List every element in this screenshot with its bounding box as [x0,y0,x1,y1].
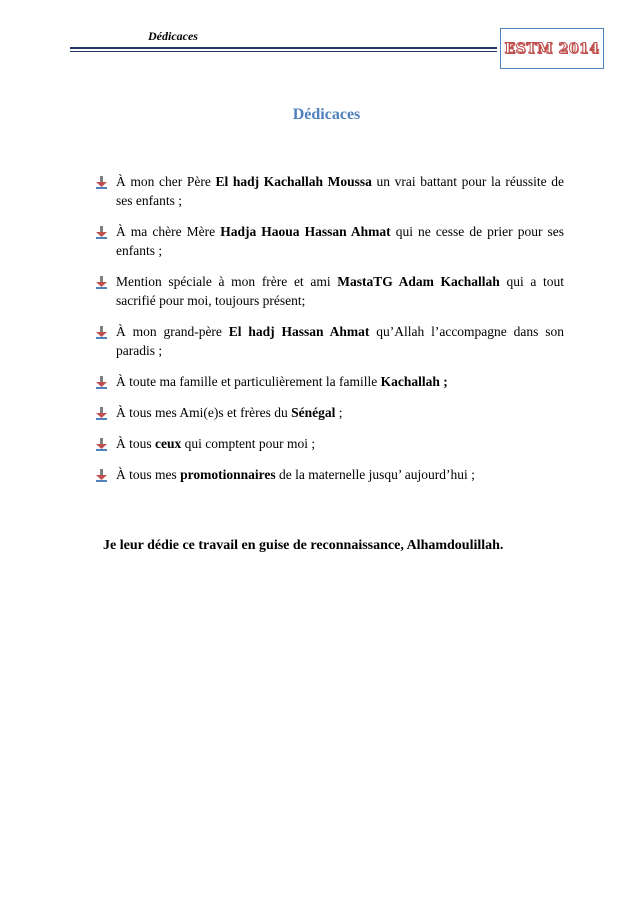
dedication-item [92,403,564,422]
dedication-item [92,322,564,360]
arrow-bullet-icon [95,375,108,388]
dedication-text: À mon grand-père [116,324,229,339]
estm-badge-text: ESTM 2014 [504,40,600,57]
dedication-text: À toute ma famille et particulièrement la famille [116,374,381,389]
dedication-item [92,172,564,210]
dedication-item [92,434,564,453]
page-heading [0,106,638,124]
arrow-bullet-icon [95,225,108,238]
dedication-text: À tous mes Ami(e)s et frères du [116,405,292,420]
arrow-bullet-icon [95,468,108,481]
dedication-text: Mention spéciale à mon frère et ami [116,274,338,289]
arrow-bullet-icon [95,325,108,338]
dedication-item [92,222,564,260]
arrow-bullet-icon [95,275,108,288]
closing-statement: Je leur dédie ce travail en guise de reconnaissance, Alhamdoulillah. [103,538,504,553]
dedication-item [92,465,564,484]
dedication-text: qu’Allah l’accompagne dans son paradis ; [116,324,564,358]
dedication-text: À mon cher Père [116,174,216,189]
dedication-text: qui ne cesse de prier pour ses enfants ; [116,224,565,258]
dedication-name: El hadj Kachallah Moussa [215,174,372,189]
dedication-name: Kachallah ; [380,374,448,389]
page-heading-text: Dédicaces [292,106,361,123]
dedication-item [92,372,564,391]
dedication-text: ; [335,405,343,420]
dedication-name: Sénégal [291,405,336,420]
dedication-item [92,272,564,310]
estm-badge [500,28,604,69]
dedication-list [92,172,564,496]
dedication-text: À tous [116,436,156,451]
running-header-title: Dédicaces [148,29,198,43]
header-rule [70,47,497,49]
dedication-name: El hadj Hassan Ahmat [228,324,370,339]
dedication-name: Hadja Haoua Hassan Ahmat [220,224,391,239]
dedication-text: qui a tout sacrifié pour moi, toujours présent; [116,274,565,308]
dedication-text: qui comptent pour moi ; [181,436,316,451]
dedication-name: MastaTG Adam Kachallah [337,274,500,289]
header-rule-thin [70,51,497,52]
dedication-text: de la maternelle jusqu’ aujourd’hui ; [275,467,475,482]
arrow-bullet-icon [95,437,108,450]
dedication-name: ceux [155,436,182,451]
dedication-text: À ma chère Mère [116,224,221,239]
dedication-text: À tous mes [116,467,181,482]
dedication-text: un vrai battant pour la réussite de ses enfants ; [116,174,564,208]
arrow-bullet-icon [95,406,108,419]
dedication-name: promotionnaires [180,467,276,482]
arrow-bullet-icon [95,175,108,188]
